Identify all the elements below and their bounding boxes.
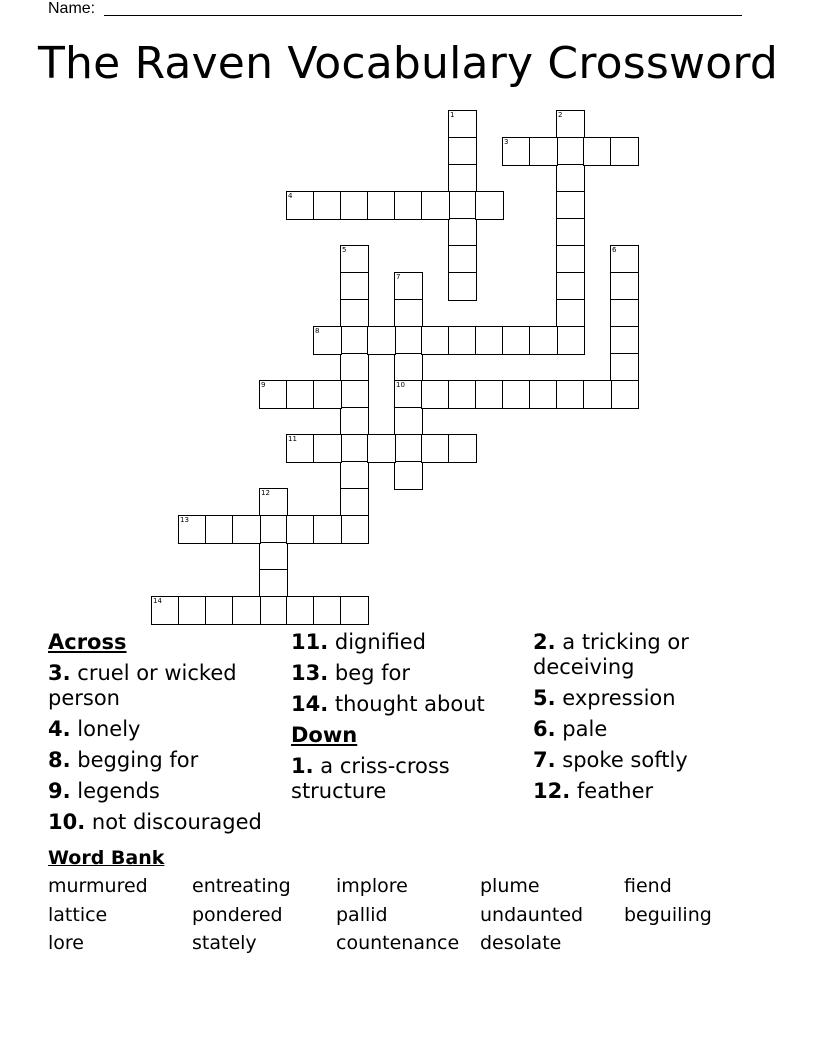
crossword-cell[interactable]	[313, 191, 342, 220]
crossword-cell[interactable]	[529, 326, 558, 355]
crossword-cell[interactable]	[394, 353, 423, 382]
crossword-cell[interactable]	[394, 191, 423, 220]
crossword-cell[interactable]	[556, 299, 585, 328]
clue-number: 14	[153, 597, 162, 605]
word-bank-word: lore	[48, 932, 84, 954]
clue-number: 8	[315, 327, 320, 335]
crossword-cell[interactable]	[610, 272, 639, 301]
word-bank-word: plume	[480, 875, 540, 897]
word-bank-word: undaunted	[480, 904, 584, 926]
crossword-cell[interactable]	[286, 515, 315, 544]
down-heading: Down	[291, 723, 358, 747]
crossword-cell[interactable]	[475, 380, 504, 409]
clue-number: 12	[261, 489, 270, 497]
word-bank-word: entreating	[192, 875, 291, 897]
crossword-cell[interactable]	[556, 218, 585, 247]
crossword-cell[interactable]	[340, 515, 369, 544]
crossword-cell[interactable]	[340, 326, 369, 355]
crossword-cell[interactable]	[394, 380, 423, 409]
clue-number: 6	[612, 246, 617, 254]
crossword-cell[interactable]	[556, 326, 585, 355]
crossword-cell[interactable]	[448, 434, 477, 463]
word-bank-word: implore	[336, 875, 408, 897]
crossword-cell[interactable]	[610, 245, 639, 274]
crossword-cell[interactable]	[421, 380, 450, 409]
crossword-cell[interactable]	[529, 137, 558, 166]
clue-number: 4	[288, 192, 293, 200]
crossword-cell[interactable]	[178, 515, 207, 544]
crossword-cell[interactable]	[340, 461, 369, 490]
down-clue: 6. pale	[533, 717, 608, 741]
across-clue: 11. dignified	[291, 630, 427, 654]
word-bank-word: murmured	[48, 875, 148, 897]
crossword-cell[interactable]	[340, 272, 369, 301]
crossword-cell[interactable]	[610, 326, 639, 355]
clue-number: 7	[396, 273, 401, 281]
word-bank-word: fiend	[624, 875, 672, 897]
across-clue: 3. cruel or wicked person	[48, 661, 237, 710]
crossword-cell[interactable]	[340, 353, 369, 382]
crossword-cell[interactable]	[313, 380, 342, 409]
crossword-cell[interactable]	[313, 326, 342, 355]
crossword-cell[interactable]	[448, 137, 477, 166]
down-clue: 12. feather	[533, 779, 654, 803]
crossword-cell[interactable]	[367, 434, 396, 463]
across-clue: 8. begging for	[48, 748, 199, 772]
crossword-cell[interactable]	[394, 299, 423, 328]
crossword-cell[interactable]	[394, 461, 423, 490]
crossword-cell[interactable]	[286, 596, 315, 625]
clue-number: 13	[180, 516, 189, 524]
name-label: Name:	[48, 0, 96, 17]
across-clue: 13. beg for	[291, 661, 411, 685]
crossword-cell[interactable]	[610, 137, 639, 166]
crossword-cell[interactable]	[394, 434, 423, 463]
crossword-cell[interactable]	[340, 488, 369, 517]
crossword-cell[interactable]	[394, 326, 423, 355]
word-bank-word: pallid	[336, 904, 388, 926]
down-clue: 1. a criss-cross structure	[291, 754, 450, 803]
clue-number: 5	[342, 246, 347, 254]
crossword-cell[interactable]	[556, 191, 585, 220]
clue-number: 10	[396, 381, 405, 389]
across-clue: 9. legends	[48, 779, 160, 803]
crossword-cell[interactable]	[205, 515, 234, 544]
crossword-cell[interactable]	[259, 515, 288, 544]
crossword-cell[interactable]	[583, 380, 612, 409]
crossword-cell[interactable]	[556, 272, 585, 301]
clue-number: 3	[504, 138, 509, 146]
crossword-cell[interactable]	[151, 596, 180, 625]
crossword-cell[interactable]	[448, 218, 477, 247]
crossword-cell[interactable]	[448, 272, 477, 301]
across-clue: 4. lonely	[48, 717, 141, 741]
clues-column-3	[533, 630, 773, 810]
crossword-cell[interactable]	[367, 191, 396, 220]
crossword-cell[interactable]	[529, 380, 558, 409]
crossword-cell[interactable]	[286, 380, 315, 409]
crossword-cell[interactable]	[583, 137, 612, 166]
crossword-cell[interactable]	[610, 380, 639, 409]
crossword-cell[interactable]	[502, 137, 531, 166]
crossword-cell[interactable]	[313, 596, 342, 625]
word-bank-word: lattice	[48, 904, 108, 926]
down-clue: 7. spoke softly	[533, 748, 688, 772]
crossword-cell[interactable]	[475, 191, 504, 220]
clues-column-2	[291, 630, 527, 810]
crossword-cell[interactable]	[340, 245, 369, 274]
crossword-cell[interactable]	[259, 569, 288, 598]
crossword-cell[interactable]	[259, 488, 288, 517]
crossword-cell[interactable]	[340, 191, 369, 220]
crossword-cell[interactable]	[259, 596, 288, 625]
word-bank-word: stately	[192, 932, 257, 954]
crossword-cell[interactable]	[340, 434, 369, 463]
crossword-cell[interactable]	[394, 272, 423, 301]
clues-column-1	[48, 630, 284, 841]
crossword-cell[interactable]	[556, 164, 585, 193]
crossword-cell[interactable]	[367, 326, 396, 355]
page-title: The Raven Vocabulary Crossword	[37, 38, 778, 89]
crossword-cell[interactable]	[259, 542, 288, 571]
crossword-cell[interactable]	[232, 596, 261, 625]
crossword-cell[interactable]	[259, 380, 288, 409]
crossword-cell[interactable]	[448, 110, 477, 139]
clue-number: 11	[288, 435, 297, 443]
crossword-cell[interactable]	[448, 245, 477, 274]
across-clue: 14. thought about	[291, 692, 485, 716]
word-bank-word: countenance	[336, 932, 460, 954]
word-bank-word: beguiling	[624, 904, 712, 926]
clue-number: 9	[261, 381, 266, 389]
crossword-cell[interactable]	[448, 164, 477, 193]
crossword-cell[interactable]	[205, 596, 234, 625]
crossword-cell[interactable]	[421, 326, 450, 355]
crossword-cell[interactable]	[313, 434, 342, 463]
across-heading: Across	[48, 630, 127, 654]
clue-number: 2	[558, 111, 563, 119]
crossword-cell[interactable]	[340, 407, 369, 436]
crossword-cell[interactable]	[286, 191, 315, 220]
crossword-cell[interactable]	[232, 515, 261, 544]
crossword-cell[interactable]	[610, 299, 639, 328]
crossword-cell[interactable]	[340, 596, 369, 625]
crossword-cell[interactable]	[394, 407, 423, 436]
crossword-cell[interactable]	[556, 245, 585, 274]
crossword-cell[interactable]	[448, 326, 477, 355]
crossword-cell[interactable]	[610, 353, 639, 382]
word-bank-word: desolate	[480, 932, 562, 954]
crossword-cell[interactable]	[286, 434, 315, 463]
crossword-cell[interactable]	[340, 299, 369, 328]
down-clue: 5. expression	[533, 686, 676, 710]
crossword-cell[interactable]	[502, 326, 531, 355]
crossword-cell[interactable]	[421, 191, 450, 220]
crossword-cell[interactable]	[178, 596, 207, 625]
crossword-cell[interactable]	[475, 326, 504, 355]
crossword-cell[interactable]	[448, 191, 477, 220]
crossword-cell[interactable]	[502, 380, 531, 409]
across-clue: 10. not discouraged	[48, 810, 262, 834]
crossword-cell[interactable]	[556, 380, 585, 409]
down-clue: 2. a tricking or deceiving	[533, 630, 689, 679]
crossword-cell[interactable]	[313, 515, 342, 544]
clue-number: 1	[450, 111, 455, 119]
word-bank-word: pondered	[192, 904, 283, 926]
crossword-cell[interactable]	[448, 380, 477, 409]
crossword-cell[interactable]	[421, 434, 450, 463]
word-bank-heading: Word Bank	[48, 847, 165, 869]
crossword-cell[interactable]	[340, 380, 369, 409]
crossword-cell[interactable]	[556, 137, 585, 166]
crossword-cell[interactable]	[556, 110, 585, 139]
